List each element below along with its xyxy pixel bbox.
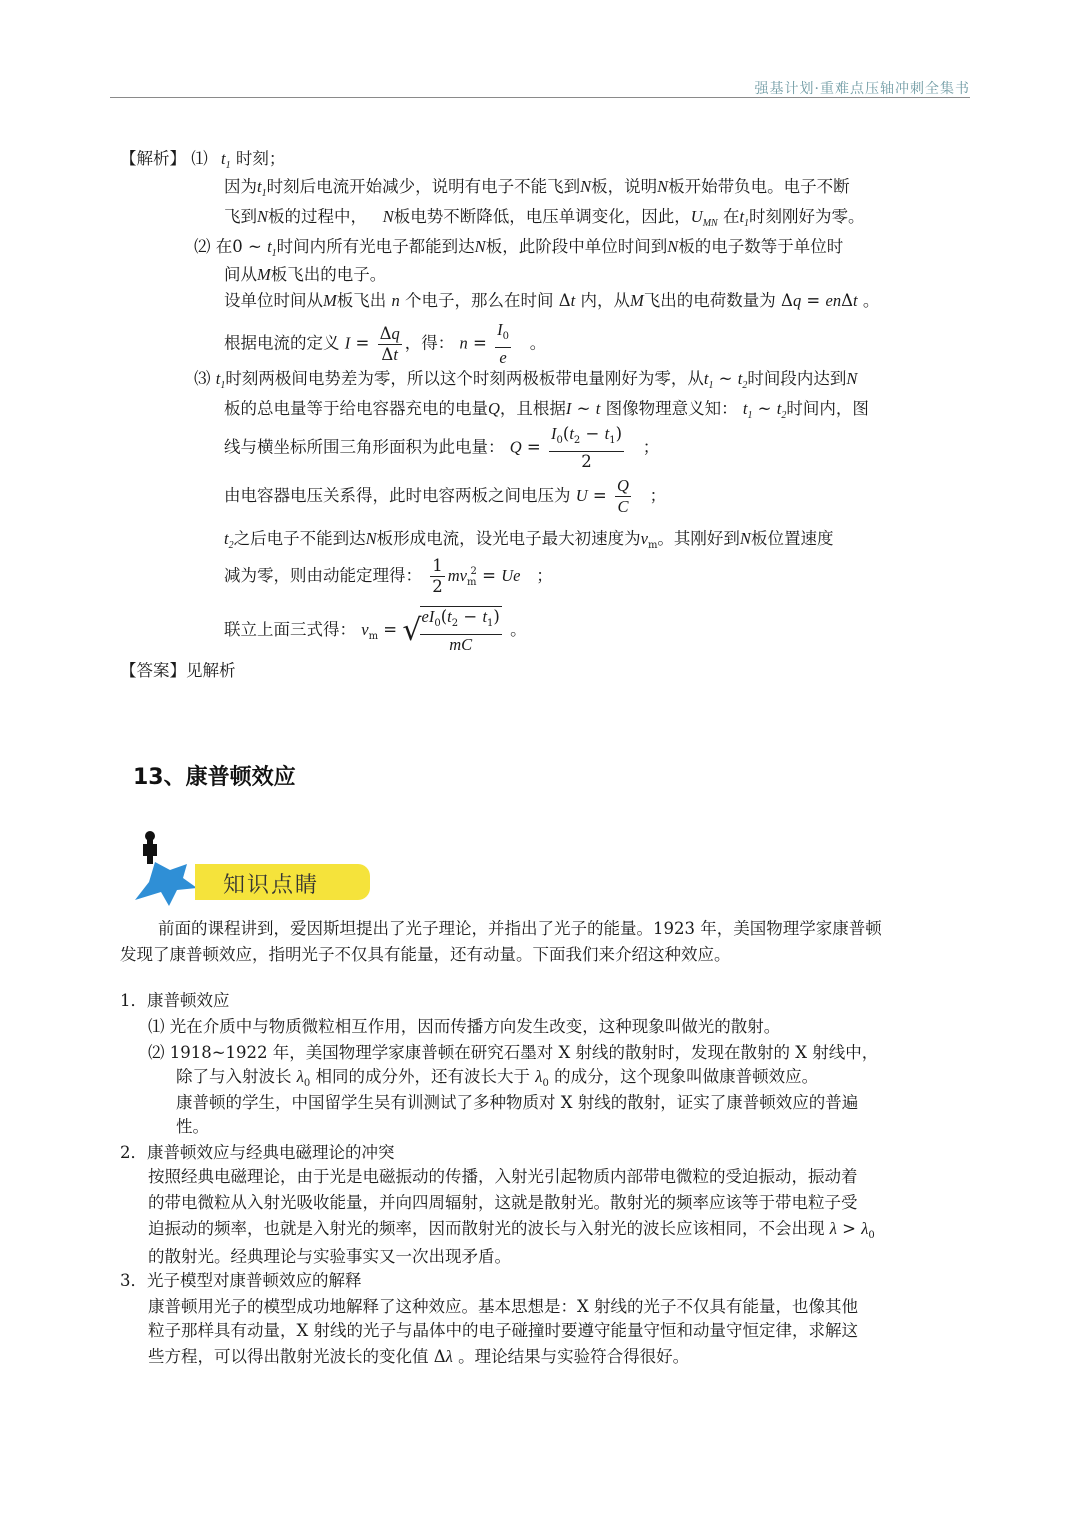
- heading-3: 3．光子模型对康普顿效应的解释: [120, 1271, 362, 1290]
- heading-2-line3: 迫振动的频率，也就是入射光的频率，因而散射光的波长与入射光的波长应该相同，不会出现 $\lambda > \lambda_0$: [148, 1219, 875, 1241]
- heading-1-item3a: 康普顿的学生，中国留学生吴有训测试了多种物质对 X 射线的散射，证实了康普顿效应的普遍: [176, 1093, 859, 1112]
- heading-3-line3: 些方程，可以得出散射光波长的变化值 Δλ 。理论结果与实验符合得很好。: [148, 1347, 690, 1366]
- solution-p1-line2: 因为$t_1$时刻后电流开始减少，说明有电子不能飞到N板，说明N板开始带负电。电子不断: [224, 177, 850, 199]
- solution-p2-line3: 设单位时间从M板飞出 n 个电子，那么在时间 Δt 内，从M飞出的电荷数量为 Δq = enΔt 。: [224, 291, 880, 310]
- solution-p2-line4: 根据电流的定义 I = $\frac{\Delta q}{\Delta t}$ ，得： n = $\frac{I_0}{e}$ 。: [224, 320, 547, 367]
- intro-line2: 发现了康普顿效应，指明光子不仅具有能量，还有动量。下面我们来介绍这种效应。: [120, 945, 731, 964]
- solution-label: 【解析】: [120, 149, 186, 168]
- answer-line: 【答案】见解析: [120, 661, 236, 680]
- badge-text: 知识点睛: [223, 873, 320, 898]
- solution-p3-line6: 减为零，则由动能定理得： $\frac{1}{2}$ $mv_m^2 = Ue$ ；: [224, 556, 553, 596]
- heading-3-line1: 康普顿用光子的模型成功地解释了这种效应。基本思想是：X 射线的光子不仅具有能量，也像其他: [148, 1297, 858, 1316]
- solution-p3-line2: 板的总电量等于给电容器充电的电量Q，且根据I ~ t 图像物理意义知： $t_1$ ~ $t_2$时间内，图: [224, 399, 869, 421]
- solution-p1-line3: 飞到N板的过程中， N板电势不断降低，电压单调变化，因此，$U_{MN}$ 在$t_1$时刻刚好为零。: [224, 207, 865, 229]
- heading-1-item1: ⑴ 光在介质中与物质微粒相互作用，因而传播方向发生改变，这种现象叫做光的散射。: [148, 1017, 781, 1036]
- solution-p3-line3: 线与横坐标所围三角形面积为此电量： Q = $\frac{I_0(t_2 - t_1)}{2}$ ；: [224, 424, 660, 471]
- solution-p3-line4: 由电容器电压关系得，此时电容两板之间电压为 U = $\frac{Q}{C}$ ；: [224, 476, 667, 516]
- header-rule: [110, 97, 970, 98]
- heading-2: 2．康普顿效应与经典电磁理论的冲突: [120, 1143, 395, 1162]
- solution-p3-line1: ⑶ $t_1$时刻两极间电势差为零，所以这个时刻两极板带电量刚好为零，从$t_1$ ~ $t_2$时间段内达到N: [194, 369, 858, 391]
- heading-1-item2b: 除了与入射波长 $\lambda_0$ 相同的成分外，还有波长大于 $\lambda_0$ 的成分，这个现象叫做康普顿效应。: [176, 1067, 819, 1089]
- heading-3-line2: 粒子那样具有动量，X 射线的光子与晶体中的电子碰撞时要遵守能量守恒和动量守恒定律，求解这: [148, 1321, 858, 1340]
- solution-p1-line1: 【解析】 ⑴ $t_1$ 时刻；: [120, 149, 286, 171]
- intro-line1: 前面的课程讲到，爱因斯坦提出了光子理论，并指出了光子的能量。1923 年，美国物理学家康普顿: [158, 919, 882, 938]
- heading-1-item3b: 性。: [176, 1117, 209, 1136]
- heading-2-line2: 的带电微粒从入射光吸收能量，并向四周辐射，这就是散射光。散射光的频率应该等于带电粒子受: [148, 1193, 858, 1212]
- knowledge-badge: [125, 830, 375, 910]
- solution-p2-line1: ⑵ 在0 ~ $t_1$时间内所有光电子都能到达N板，此阶段中单位时间到N板的电子数等于单位时: [194, 237, 844, 259]
- section-title: 13、康普顿效应: [133, 765, 296, 790]
- solution-p2-line2: 间从M板飞出的电子。: [224, 265, 387, 284]
- header-title: 强基计划·重难点压轴冲刺全集书: [754, 81, 970, 97]
- heading-1: 1．康普顿效应: [120, 991, 230, 1010]
- heading-2-line1: 按照经典电磁理论，由于光是电磁振动的传播，入射光引起物质内部带电微粒的受迫振动，振动着: [148, 1167, 858, 1186]
- heading-2-line4: 的散射光。经典理论与实验事实又一次出现矛盾。: [148, 1247, 511, 1266]
- heading-1-item2a: ⑵ 1918~1922 年，美国物理学家康普顿在研究石墨对 X 射线的散射时，发现在散射的 X 射线中，: [148, 1043, 879, 1062]
- p1-number: ⑴: [191, 149, 208, 168]
- solution-p3-line7: 联立上面三式得： $v_m$ = √ $\frac{eI_0(t_2 - t_1)}{mC}$ 。: [224, 607, 527, 654]
- solution-p3-line5: $t_2$之后电子不能到达N板形成电流，设光电子最大初速度为$v_m$。其刚好到N板位置速度: [224, 529, 834, 551]
